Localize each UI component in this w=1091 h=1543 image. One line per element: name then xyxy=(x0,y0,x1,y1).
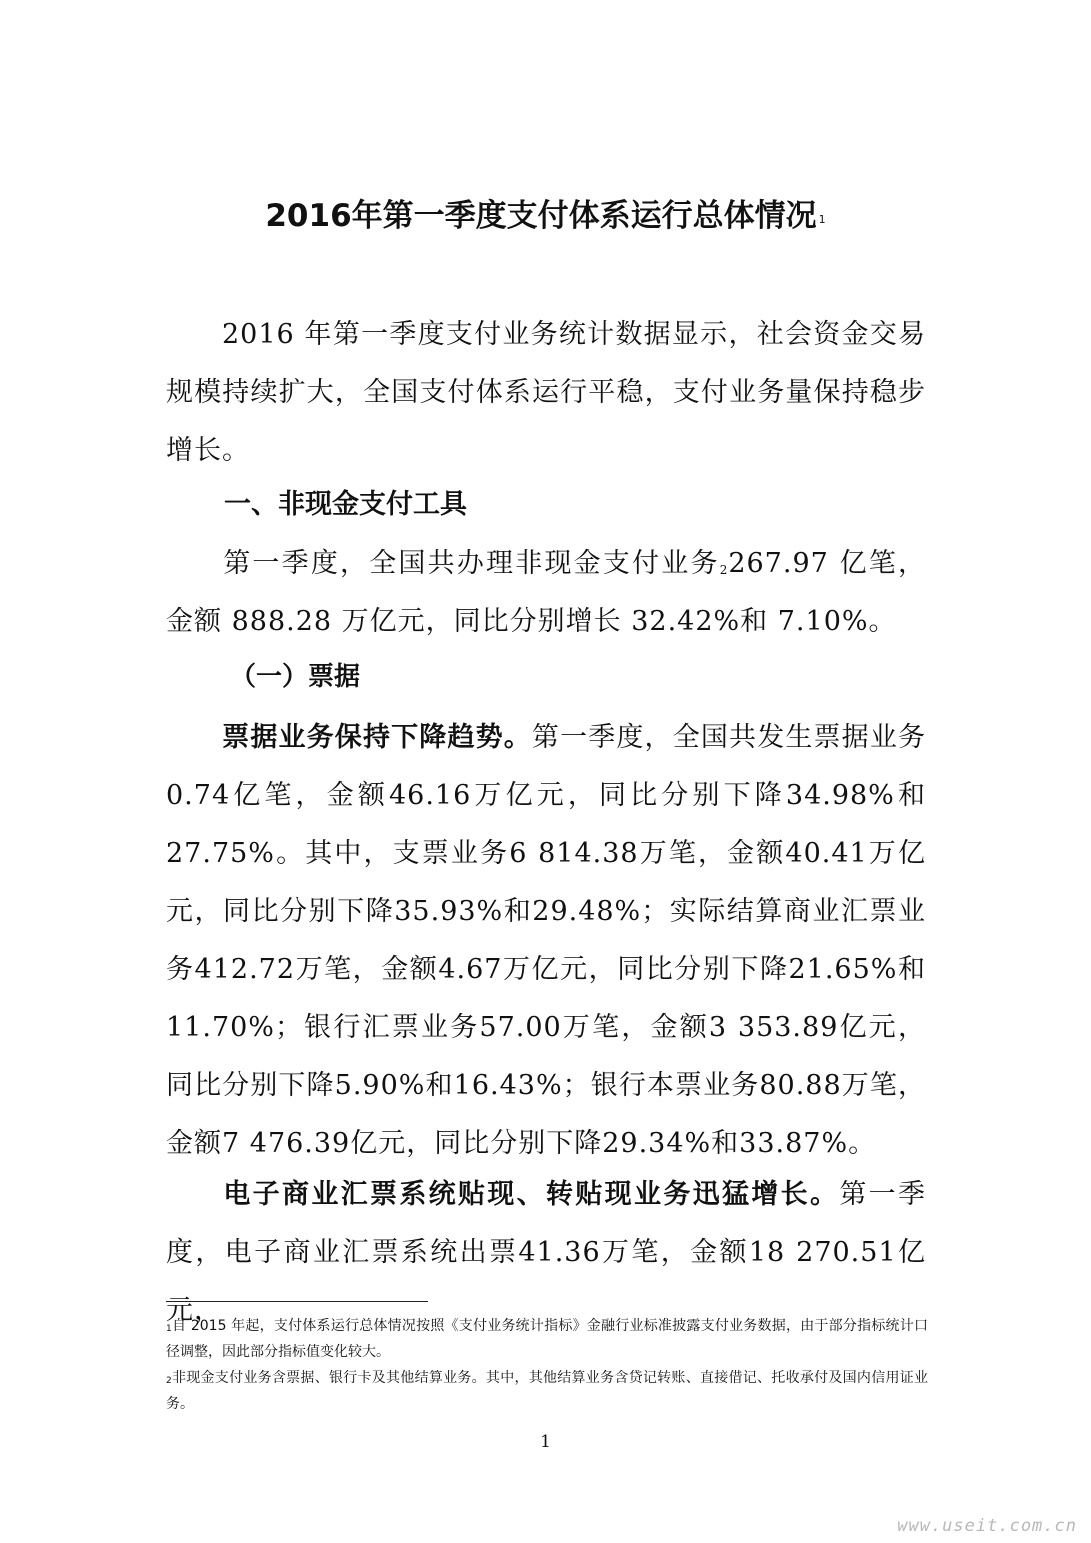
bills-lead: 票据业务保持下降趋势。 xyxy=(222,722,532,753)
section1-footnote-ref[interactable]: 2 xyxy=(719,563,729,577)
section-heading-1: 一、非现金支付工具 xyxy=(224,489,467,520)
page-number: 1 xyxy=(540,1432,551,1452)
subsection-heading-1: （一）票据 xyxy=(230,662,361,692)
footnotes xyxy=(166,1313,928,1417)
watermark: www.useit.com.cn xyxy=(897,1516,1077,1536)
section1-text-a: 第一季度，全国共办理非现金支付业务 xyxy=(222,548,720,579)
intro-paragraph xyxy=(166,306,926,480)
footnote-1-text: 自 2015 年起，支付体系运行总体情况按照《支付业务统计指标》金融行业标准披露支付业务数据，由于部分指标统计口径调整，因此部分指标值变化较大。 xyxy=(166,1318,928,1360)
title-text: 2016年第一季度支付体系运行总体情况 xyxy=(265,198,817,234)
footnote-2 xyxy=(166,1365,928,1417)
intro-text: 2016 年第一季度支付业务统计数据显示，社会资金交易规模持续扩大，全国支付体系运行平稳，支付业务量保持稳步增长。 xyxy=(166,319,926,466)
footnote-2-text: 非现金支付业务含票据、银行卡及其他结算业务。其中，其他结算业务含贷记转账、直接借记、托收承付及国内信用证业务。 xyxy=(166,1370,928,1412)
footnote-divider xyxy=(166,1301,428,1302)
footnote-1-num: 1 xyxy=(166,1324,172,1334)
bills-paragraph xyxy=(166,709,926,1173)
ecds-text: 第一季度，电子商业汇票系统出票41.36万笔，金额18 270.51亿元， xyxy=(166,1179,927,1326)
page-title xyxy=(0,196,1091,236)
section1-text-b: 267.97 亿笔，金额 888.28 万亿元，同比分别增长 32.42%和 7.10%。 xyxy=(166,548,926,637)
ecds-lead: 电子商业汇票系统贴现、转贴现业务迅猛增长。 xyxy=(222,1179,840,1210)
bills-text: 第一季度，全国共发生票据业务0.74亿笔，金额46.16万亿元，同比分别下降34.98%和27.75%。其中，支票业务6 814.38万笔，金额40.41万亿元，同比分别下降35.93%和29.48%；实际结算商业汇票业务412.72万笔，金额4.67万亿元，同比分别下降21.65%和11.70%；银行汇票业务57.00万笔，金额3 353.89亿元，同比分别下降5.90%和16.43%；银行本票业务80.88万笔，金额7 476.39亿元，同比分别下降29.34%和33.87%。 xyxy=(166,722,927,1159)
title-footnote-ref[interactable]: 1 xyxy=(818,213,826,226)
footnote-2-num: 2 xyxy=(166,1376,172,1386)
footnote-1 xyxy=(166,1313,928,1365)
section1-paragraph xyxy=(166,535,926,651)
